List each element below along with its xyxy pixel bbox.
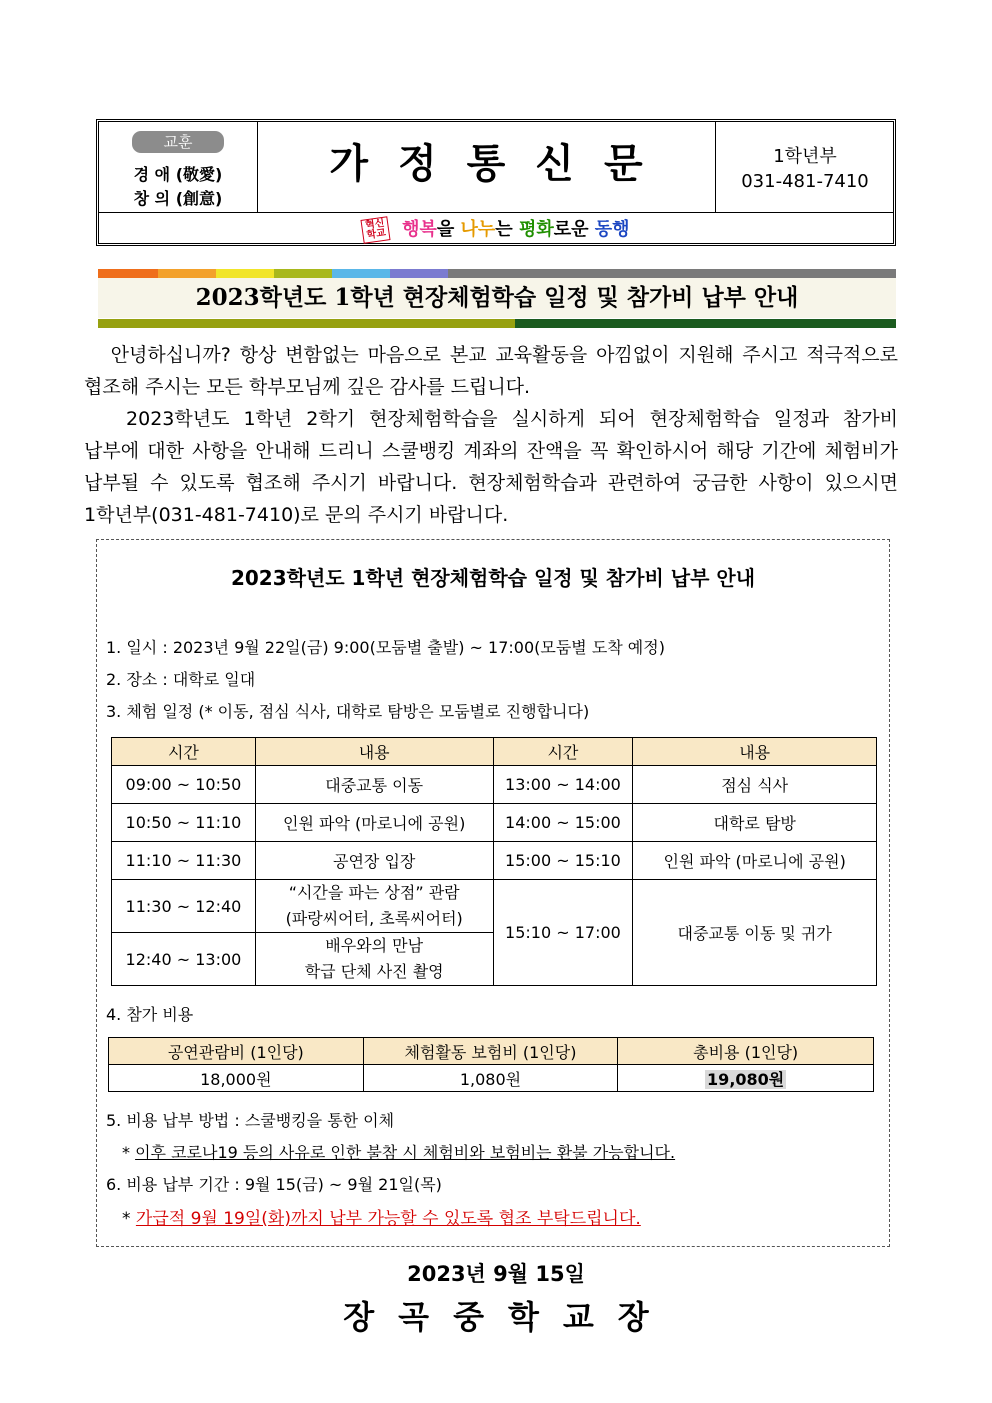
banner-bar xyxy=(448,269,896,278)
intro-line: 납부될 수 있도록 협조해 주시기 바랍니다. 현장체험학습과 관련하여 궁금한 사항이 있으시면 xyxy=(84,472,898,494)
cost-header: 체험활동 보험비 (1인당) xyxy=(363,1038,618,1065)
banner-bar xyxy=(390,269,448,278)
principal-signature: 장곡중학교장 xyxy=(343,1298,673,1336)
header-table xyxy=(96,119,896,246)
motto-badge: 교훈 xyxy=(132,131,224,153)
intro-line: 협조해 주시는 모든 학부모님께 깊은 감사를 드립니다. xyxy=(84,376,531,398)
cost-header: 총비용 (1인당) xyxy=(618,1038,874,1065)
schedule-content: 인원 파악 (마로니에 공원) xyxy=(255,804,493,842)
slogan-part: 나누 xyxy=(460,219,496,240)
table-row xyxy=(112,842,877,880)
innovation-school-stamp: 혁신 학교 xyxy=(361,216,391,244)
school-slogan xyxy=(99,215,893,242)
intro-line: 안녕하십니까? 항상 변함없는 마음으로 본교 교육활동을 아낌없이 지원해 주시고 적극적으로 xyxy=(84,344,898,366)
table-row xyxy=(112,804,877,842)
schedule-content: 공연장 입장 xyxy=(255,842,493,880)
schedule-content: 점심 식사 xyxy=(633,766,877,804)
schedule-time: 10:50 ~ 11:10 xyxy=(112,804,256,842)
banner-bar xyxy=(98,319,515,328)
dept-name: 1학년부 xyxy=(773,146,837,167)
refund-note-text: 이후 코로나19 등의 사유로 인한 불참 시 체험비와 보험비는 환불 가능합니다. xyxy=(135,1143,676,1162)
banner-bar xyxy=(274,269,332,278)
item-schedule: 3. 체험 일정 (* 이동, 점심 식사, 대학로 탐방은 모둠별로 진행합니다) xyxy=(106,702,590,721)
item-cost: 4. 참가 비용 xyxy=(106,1005,194,1024)
schedule-time: 12:40 ~ 13:00 xyxy=(112,933,256,986)
deadline-note-text: 가급적 9월 19일(화)까지 납부 가능할 수 있도록 협조 부탁드립니다. xyxy=(135,1209,641,1229)
slogan-part: 평화 xyxy=(518,219,554,240)
schedule-content-line: 학급 단체 사진 촬영 xyxy=(304,962,444,981)
schedule-header: 내용 xyxy=(255,738,493,766)
schedule-header: 시간 xyxy=(112,738,256,766)
schedule-content: 대학로 탐방 xyxy=(633,804,877,842)
slogan-part: 는 xyxy=(495,219,519,240)
schedule-header: 시간 xyxy=(493,738,633,766)
slogan-part: 로운 xyxy=(553,219,595,240)
cost-value: 1,080원 xyxy=(363,1065,618,1092)
schedule-time: 11:10 ~ 11:30 xyxy=(112,842,256,880)
schedule-header: 내용 xyxy=(633,738,877,766)
schedule-time: 15:00 ~ 15:10 xyxy=(493,842,633,880)
slogan-part: 동행 xyxy=(594,219,630,240)
schedule-content xyxy=(255,933,493,986)
motto-line-1: 경 애 (敬愛) xyxy=(133,165,223,184)
schedule-content: 인원 파악 (마로니에 공원) xyxy=(633,842,877,880)
schedule-time: 13:00 ~ 14:00 xyxy=(493,766,633,804)
item-date: 1. 일시 : 2023년 9월 22일(금) 9:00(모둠별 출발) ~ 17:00(모둠별 도착 예정) xyxy=(106,638,665,657)
item-payment-period: 6. 비용 납부 기간 : 9월 15(금) ~ 9월 21일(목) xyxy=(106,1175,442,1194)
info-box-title: 2023학년도 1학년 현장체험학습 일정 및 참가비 납부 안내 xyxy=(230,566,756,590)
schedule-table xyxy=(111,737,877,986)
item-payment-method: 5. 비용 납부 방법 : 스쿨뱅킹을 통한 이체 xyxy=(106,1111,395,1130)
dept-phone: 031-481-7410 xyxy=(741,171,869,192)
note-bullet: * xyxy=(122,1209,136,1229)
banner-bar xyxy=(515,319,896,328)
schedule-time: 09:00 ~ 10:50 xyxy=(112,766,256,804)
slogan-part: 행복 xyxy=(402,219,437,240)
banner-bar xyxy=(158,269,216,278)
cost-value: 18,000원 xyxy=(109,1065,364,1092)
schedule-content xyxy=(255,880,493,933)
banner-title: 2023학년도 1학년 현장체험학습 일정 및 참가비 납부 안내 xyxy=(98,278,896,318)
note-bullet: * xyxy=(122,1143,136,1162)
table-row xyxy=(112,766,877,804)
document-title: 가정통신문 xyxy=(329,141,673,187)
cost-total-value: 19,080원 xyxy=(707,1069,785,1089)
schedule-content-line: “시간을 파는 상점” 관람 xyxy=(288,883,460,902)
table-row xyxy=(109,1065,874,1092)
banner-bar xyxy=(332,269,390,278)
cost-header: 공연관람비 (1인당) xyxy=(109,1038,364,1065)
schedule-time: 14:00 ~ 15:00 xyxy=(493,804,633,842)
schedule-content: 대중교통 이동 및 귀가 xyxy=(633,880,877,986)
schedule-content-line: 배우와의 만남 xyxy=(325,936,424,955)
deadline-note xyxy=(122,1204,641,1229)
banner-bar xyxy=(98,269,158,278)
schedule-content-line: (파랑씨어터, 초록씨어터) xyxy=(285,909,463,928)
schedule-time: 11:30 ~ 12:40 xyxy=(112,880,256,933)
cost-total-cell xyxy=(618,1065,874,1092)
schedule-content: 대중교통 이동 xyxy=(255,766,493,804)
cost-table xyxy=(108,1037,874,1092)
intro-line: 납부에 대한 사항을 안내해 드리니 스쿨뱅킹 계좌의 잔액을 꼭 확인하시어 해당 기간에 체험비가 xyxy=(84,440,898,462)
slogan-part: 을 xyxy=(436,219,461,240)
intro-line: 1학년부(031-481-7410)로 문의 주시기 바랍니다. xyxy=(84,504,509,526)
banner-bar xyxy=(216,269,274,278)
item-place: 2. 장소 : 대학로 일대 xyxy=(106,670,256,689)
schedule-time: 15:10 ~ 17:00 xyxy=(493,880,633,986)
table-row xyxy=(112,880,877,933)
motto-line-2: 창 의 (創意) xyxy=(133,189,223,208)
issue-date: 2023년 9월 15일 xyxy=(407,1262,585,1286)
intro-line: 2023학년도 1학년 2학기 현장체험학습을 실시하게 되어 현장체험학습 일정과 참가비 xyxy=(84,408,898,430)
refund-note xyxy=(122,1140,675,1163)
